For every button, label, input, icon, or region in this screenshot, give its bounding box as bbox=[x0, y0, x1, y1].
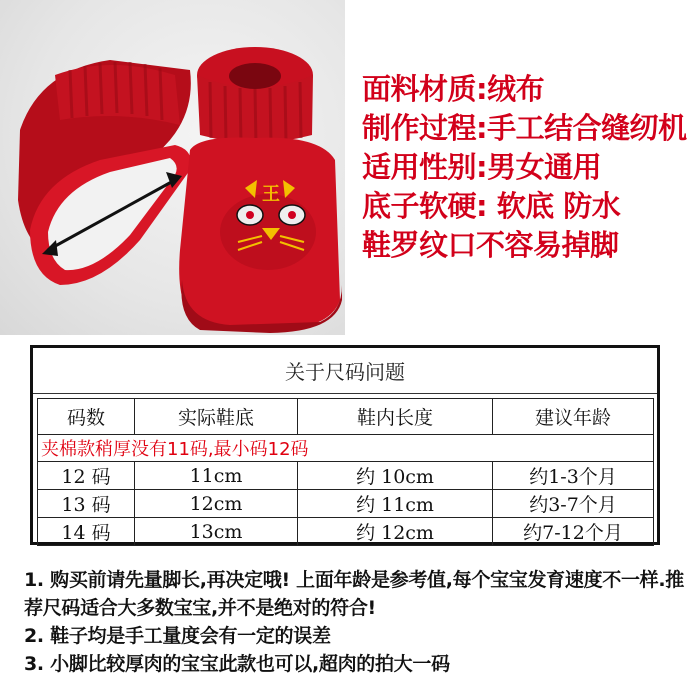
tip-chubby-feet: 3. 小脚比较厚肉的宝宝此款也可以,超肉的拍大一码 bbox=[24, 653, 450, 675]
shoe-sole-view bbox=[18, 60, 191, 285]
size-chart-note: 夹棉款稍厚没有11码,最小码12码 bbox=[38, 435, 654, 462]
table-row bbox=[38, 462, 654, 490]
tips-list bbox=[24, 566, 700, 678]
product-photo bbox=[0, 0, 345, 335]
cell-inner-length: 约 11cm bbox=[298, 490, 493, 518]
cell-sole-length: 13cm bbox=[135, 518, 298, 546]
header-sole-length: 实际鞋底 bbox=[135, 399, 298, 435]
feature-gender: 适用性别:男女通用 bbox=[362, 150, 602, 184]
table-row bbox=[38, 518, 654, 546]
cell-age: 约7-12个月 bbox=[493, 518, 654, 546]
shoe-front-view bbox=[179, 47, 342, 333]
cell-size: 14 码 bbox=[38, 518, 135, 546]
table-row bbox=[38, 490, 654, 518]
cell-age: 约1-3个月 bbox=[493, 462, 654, 490]
size-chart-note-row bbox=[38, 435, 654, 462]
cell-size: 13 码 bbox=[38, 490, 135, 518]
cell-sole-length: 11cm bbox=[135, 462, 298, 490]
shoe-embroidery-char: 王 bbox=[262, 184, 280, 205]
size-chart-header-row bbox=[38, 399, 654, 435]
cell-size: 12 码 bbox=[38, 462, 135, 490]
header-age: 建议年龄 bbox=[493, 399, 654, 435]
baby-shoes-illustration bbox=[0, 0, 345, 335]
header-inner-length: 鞋内长度 bbox=[298, 399, 493, 435]
cell-inner-length: 约 10cm bbox=[298, 462, 493, 490]
feature-craft: 制作过程:手工结合缝纫机 bbox=[362, 111, 687, 145]
feature-list bbox=[362, 70, 700, 265]
cell-age: 约3-7个月 bbox=[493, 490, 654, 518]
feature-sole: 底子软硬: 软底 防水 bbox=[362, 189, 621, 223]
size-chart-table bbox=[37, 398, 654, 546]
feature-cuff: 鞋罗纹口不容易掉脚 bbox=[362, 228, 619, 262]
cell-sole-length: 12cm bbox=[135, 490, 298, 518]
size-chart bbox=[30, 345, 660, 545]
tip-measure-first: 1. 购买前请先量脚长,再决定哦! 上面年龄是参考值,每个宝宝发育速度不一样.推荐尺码适合大多数宝宝,并不是绝对的符合! bbox=[24, 569, 684, 619]
tip-handmade-error: 2. 鞋子均是手工量度会有一定的误差 bbox=[24, 625, 331, 647]
size-chart-caption: 关于尺码问题 bbox=[33, 348, 657, 394]
header-size: 码数 bbox=[38, 399, 135, 435]
cell-inner-length: 约 12cm bbox=[298, 518, 493, 546]
feature-material: 面料材质:绒布 bbox=[362, 72, 545, 106]
